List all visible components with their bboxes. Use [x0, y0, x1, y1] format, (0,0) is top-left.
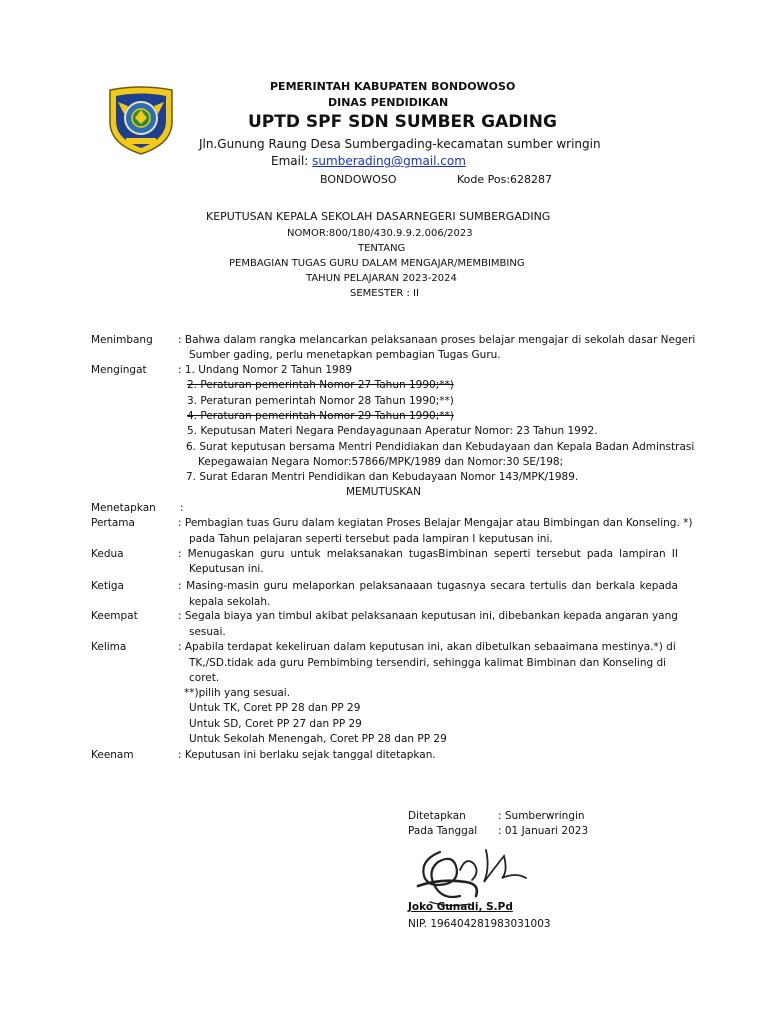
header-city: BONDOWOSO — [320, 173, 397, 186]
note-line-2: Untuk TK, Coret PP 28 dan PP 29 — [189, 702, 361, 714]
ditetapkan-label: Ditetapkan — [408, 810, 466, 822]
email-label: Email: — [271, 154, 313, 168]
header-line2: DINAS PENDIDIKAN — [328, 96, 449, 109]
header-line1: PEMERINTAH KABUPATEN BONDOWOSO — [270, 80, 516, 93]
signatory-nip: NIP. 196404281983031003 — [408, 918, 551, 930]
kelima-text-1: : Apabila terdapat kekeliruan dalam keputusan ini, akan dibetulkan sebaaimana mestinya.*) di — [178, 641, 676, 653]
mengingat-item-4: 4. Peraturan pemerintah Nomor 29 Tahun 1990;**) — [187, 410, 454, 422]
keempat-text-2: sesuai. — [189, 626, 226, 638]
email-link[interactable]: sumberading@gmail.com — [312, 154, 466, 168]
decree-about: TENTANG — [358, 243, 406, 254]
note-line-1: **)pilih yang sesuai. — [184, 687, 291, 699]
kelima-label: Kelima — [91, 641, 127, 653]
mengingat-item-6a: 6. Surat keputusan bersama Mentri Pendidiakan dan Kebudayaan dan Kepala Badan Adminstrasi — [186, 441, 695, 453]
school-name: UPTD SPF SDN SUMBER GADING — [248, 112, 557, 132]
decree-year: TAHUN PELAJARAN 2023-2024 — [306, 273, 457, 284]
menimbang-label: Menimbang — [91, 334, 153, 346]
kedua-text-1: : Menugaskan guru untuk melaksanakan tugasBimbinan seperti tersebut pada lampiran II — [178, 548, 678, 560]
note-line-3: Untuk SD, Coret PP 27 dan PP 29 — [189, 718, 362, 730]
tanggal-value: : 01 Januari 2023 — [498, 825, 589, 837]
header-postal: Kode Pos:628287 — [457, 173, 553, 186]
menimbang-text-1: : Bahwa dalam rangka melancarkan pelaksanaan proses belajar mengajar di sekolah dasar Negeri — [178, 334, 696, 346]
memutuskan-heading: MEMUTUSKAN — [346, 486, 421, 498]
kelima-text-3: coret. — [189, 672, 220, 684]
mengingat-item-5: 5. Keputusan Materi Negara Pendayagunaan Aperatur Nomor: 23 Tahun 1992. — [187, 425, 598, 437]
keenam-label: Keenam — [91, 749, 134, 761]
regency-logo — [104, 84, 178, 156]
signatory-name: Joko Gunadi, S.Pd — [408, 901, 513, 913]
mengingat-label: Mengingat — [91, 364, 147, 376]
pertama-text-1: : Pembagian tuas Guru dalam kegiatan Proses Belajar Mengajar atau Bimbingan dan Konseling. *) — [178, 517, 693, 529]
menetapkan-colon: : — [180, 502, 184, 514]
decree-semester: SEMESTER : II — [350, 288, 419, 299]
decree-number: NOMOR:800/180/430.9.9.2.006/2023 — [287, 228, 473, 239]
decree-subject: PEMBAGIAN TUGAS GURU DALAM MENGAJAR/MEMBIMBING — [229, 258, 525, 269]
school-address: Jln.Gunung Raung Desa Sumbergading-kecamatan sumber wringin — [199, 137, 601, 151]
mengingat-item-2: 2. Peraturan pemerintah Nomor 27 Tahun 1990;**) — [187, 379, 454, 391]
mengingat-item-1: : 1. Undang Nomor 2 Tahun 1989 — [178, 364, 353, 376]
keempat-label: Keempat — [91, 610, 138, 622]
kedua-label: Kedua — [91, 548, 124, 560]
mengingat-item-3: 3. Peraturan pemerintah Nomor 28 Tahun 1990;**) — [187, 395, 454, 407]
pertama-text-2: pada Tahun pelajaran seperti tersebut pada lampiran I keputusan ini. — [189, 533, 553, 545]
note-line-4: Untuk Sekolah Menengah, Coret PP 28 dan PP 29 — [189, 733, 447, 745]
ditetapkan-value: : Sumberwringin — [498, 810, 585, 822]
email-line — [271, 154, 466, 168]
ketiga-text-2: kepala sekolah. — [189, 596, 271, 608]
ketiga-label: Ketiga — [91, 580, 124, 592]
ketiga-text-1: : Masing-masin guru melaporkan pelaksanaaan tugasnya secara tertulis dan berkala kepada — [178, 580, 678, 592]
menimbang-text-2: Sumber gading, perlu menetapkan pembagian Tugas Guru. — [189, 349, 501, 361]
kedua-text-2: Keputusan ini. — [189, 563, 264, 575]
mengingat-item-7: 7. Surat Edaran Mentri Pendidikan dan Kebudayaan Nomor 143/MPK/1989. — [186, 471, 579, 483]
keempat-text-1: : Segala biaya yan timbul akibat pelaksanaan keputusan ini, dibebankan kepada angaran yang — [178, 610, 678, 622]
decree-title: KEPUTUSAN KEPALA SEKOLAH DASARNEGERI SUMBERGADING — [206, 210, 551, 223]
pertama-label: Pertama — [91, 517, 135, 529]
keenam-text-1: : Keputusan ini berlaku sejak tanggal ditetapkan. — [178, 749, 436, 761]
mengingat-item-6b: Kepegawaian Negara Nomor:57866/MPK/1989 dan Nomor:30 SE/198; — [198, 456, 564, 468]
tanggal-label: Pada Tanggal — [408, 825, 478, 837]
kelima-text-2: TK,/SD.tidak ada guru Pembimbing tersendiri, sehingga kalimat Bimbinan dan Konseling di — [189, 657, 667, 669]
menetapkan-label: Menetapkan — [91, 502, 156, 514]
